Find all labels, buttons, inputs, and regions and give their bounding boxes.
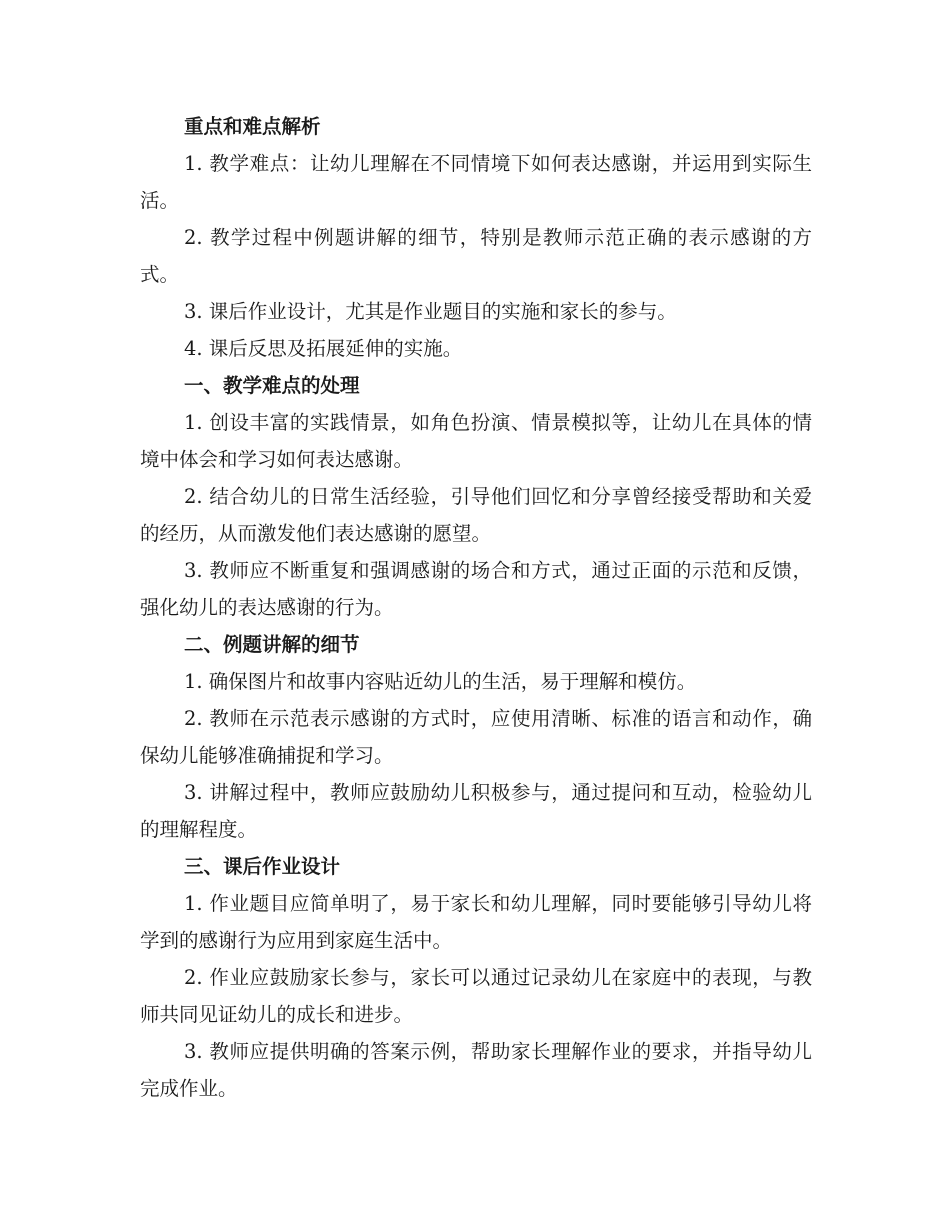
section-key-difficulties xyxy=(140,108,812,367)
section-heading: 重点和难点解析 xyxy=(184,115,321,138)
section-example-details xyxy=(140,626,812,848)
section-homework-design xyxy=(140,848,812,1107)
document-body xyxy=(140,108,812,1107)
section-difficulty-handling xyxy=(140,367,812,626)
paragraph: 1. 教学难点：让幼儿理解在不同情境下如何表达感谢，并运用到实际生活。 xyxy=(140,152,812,212)
paragraph: 2. 作业应鼓励家长参与，家长可以通过记录幼儿在家庭中的表现，与教师共同见证幼儿的成长和进步。 xyxy=(140,966,812,1026)
paragraph: 2. 教学过程中例题讲解的细节，特别是教师示范正确的表示感谢的方式。 xyxy=(140,226,812,286)
paragraph: 1. 作业题目应简单明了，易于家长和幼儿理解，同时要能够引导幼儿将学到的感谢行为应用到家庭生活中。 xyxy=(140,892,812,952)
paragraph: 4. 课后反思及拓展延伸的实施。 xyxy=(184,337,463,360)
paragraph: 1. 确保图片和故事内容贴近幼儿的生活，易于理解和模仿。 xyxy=(184,670,697,693)
paragraph: 3. 教师应提供明确的答案示例，帮助家长理解作业的要求，并指导幼儿完成作业。 xyxy=(140,1040,812,1100)
section-heading: 二、例题讲解的细节 xyxy=(184,633,360,656)
paragraph: 3. 教师应不断重复和强调感谢的场合和方式，通过正面的示范和反馈，强化幼儿的表达感谢的行为。 xyxy=(140,559,812,619)
paragraph: 2. 结合幼儿的日常生活经验，引导他们回忆和分享曾经接受帮助和关爱的经历，从而激发他们表达感谢的愿望。 xyxy=(140,485,812,545)
paragraph: 2. 教师在示范表示感谢的方式时，应使用清晰、标准的语言和动作，确保幼儿能够准确捕捉和学习。 xyxy=(140,707,812,767)
section-heading: 一、教学难点的处理 xyxy=(184,374,360,397)
paragraph: 1. 创设丰富的实践情景，如角色扮演、情景模拟等，让幼儿在具体的情境中体会和学习如何表达感谢。 xyxy=(140,411,812,471)
section-heading: 三、课后作业设计 xyxy=(184,855,341,878)
paragraph: 3. 课后作业设计，尤其是作业题目的实施和家长的参与。 xyxy=(184,300,677,323)
paragraph: 3. 讲解过程中，教师应鼓励幼儿积极参与，通过提问和互动，检验幼儿的理解程度。 xyxy=(140,781,812,841)
